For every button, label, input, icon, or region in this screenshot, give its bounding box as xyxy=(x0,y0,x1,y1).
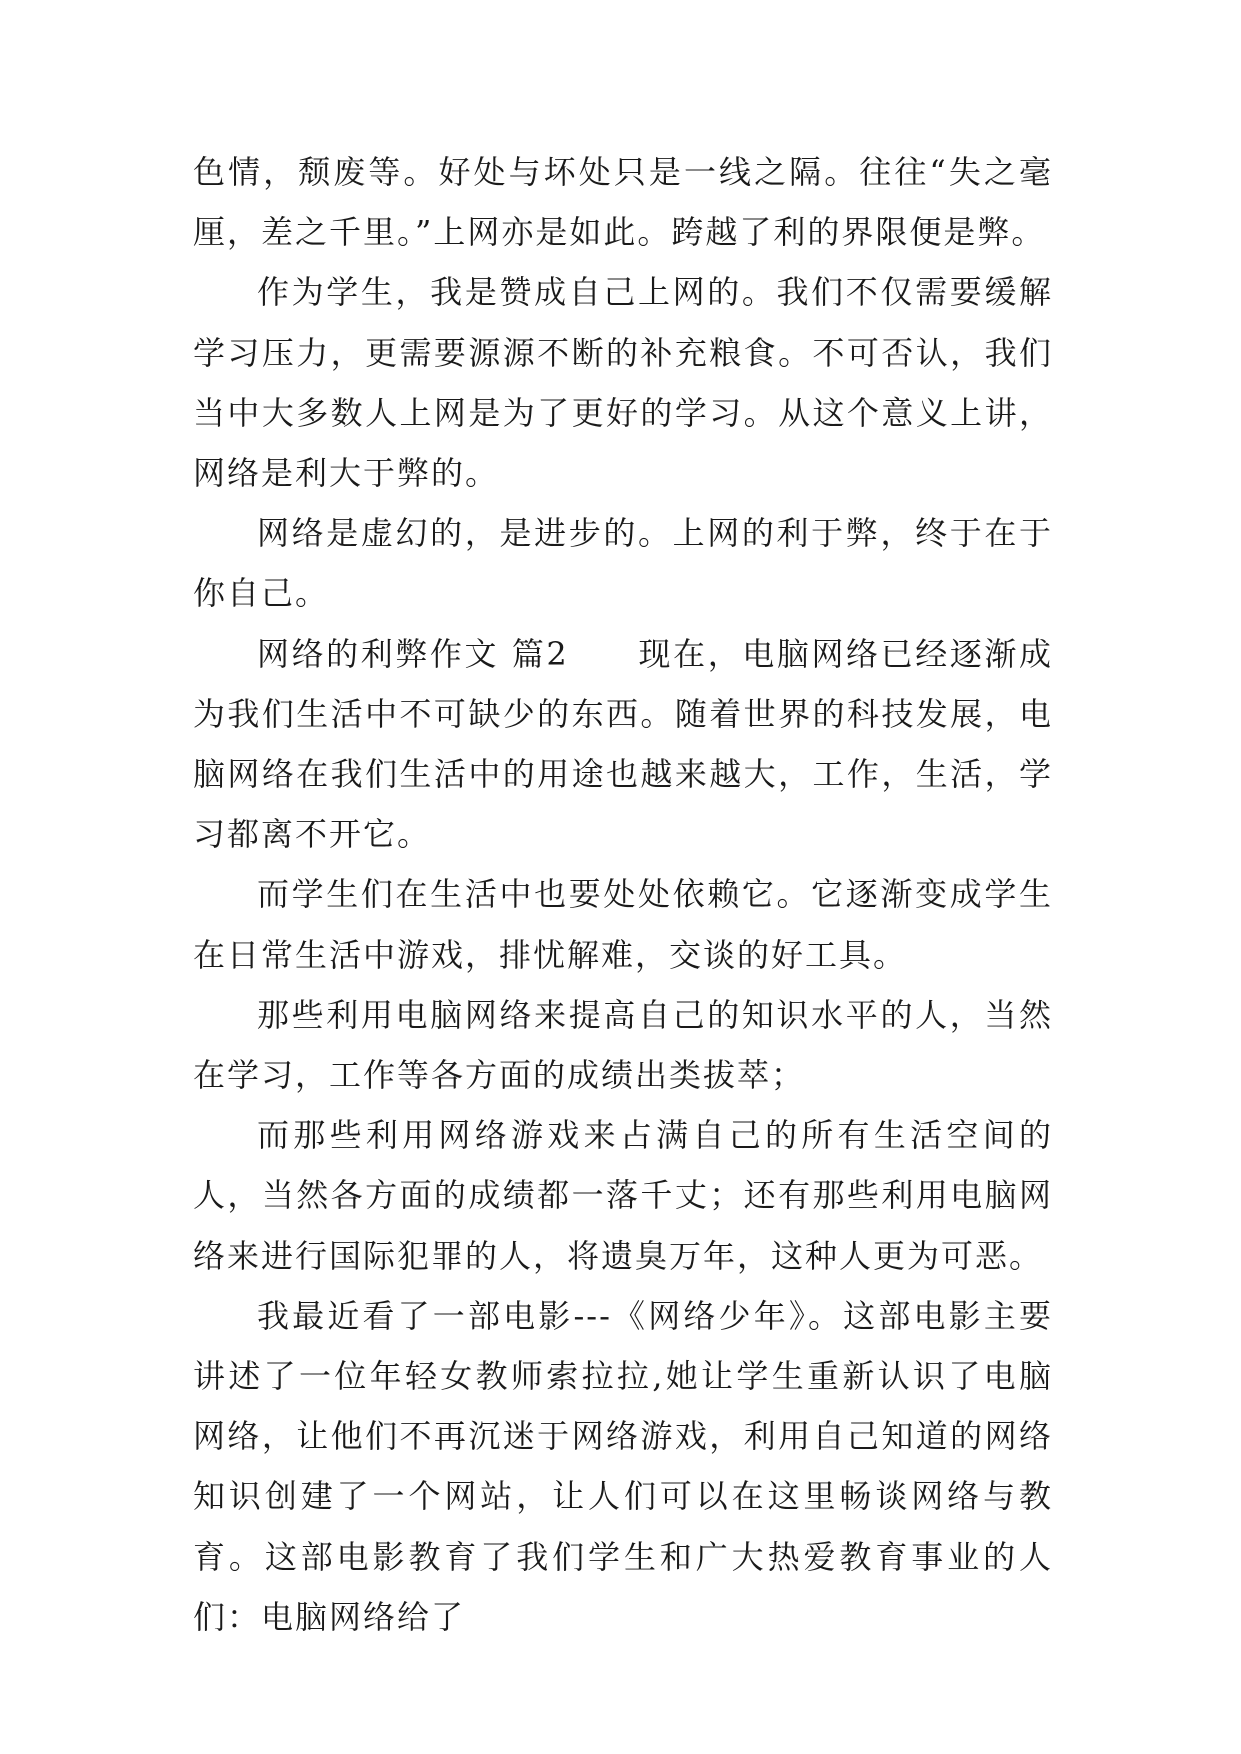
document-body xyxy=(193,142,1053,1647)
paragraph-1: 色情，颓废等。好处与坏处只是一线之隔。往往“失之毫厘，差之千里。”上网亦是如此。跨越了利的界限便是弊。 xyxy=(193,153,1053,252)
paragraph-2: 作为学生，我是赞成自己上网的。我们不仅需要缓解学习压力，更需要源源不断的补充粮食。不可否认，我们当中大多数人上网是为了更好的学习。从这个意义上讲，网络是利大于弊的。 xyxy=(193,273,1053,493)
paragraph-6: 那些利用电脑网络来提高自己的知识水平的人，当然在学习，工作等各方面的成绩出类拔萃； xyxy=(193,995,1053,1095)
paragraph-4: 网络的利弊作文 篇2 现在，电脑网络已经逐渐成为我们生活中不可缺少的东西。随着世界的科技发展，电脑网络在我们生活中的用途也越来越大，工作，生活，学习都离不开它。 xyxy=(193,634,1053,854)
paragraph-8: 我最近看了一部电影---《网络少年》。这部电影主要讲述了一位年轻女教师索拉拉,她让学生重新认识了电脑网络，让他们不再沉迷于网络游戏，利用自己知道的网络知识创建了一个网站，让人们可以在这里畅谈网络与教育。这部电影教育了我们学生和广大热爱教育事业的人们：电脑网络给了 xyxy=(193,1296,1053,1636)
paragraph-7: 而那些利用网络游戏来占满自己的所有生活空间的人，当然各方面的成绩都一落千丈；还有那些利用电脑网络来进行国际犯罪的人，将遗臭万年，这种人更为可恶。 xyxy=(193,1116,1053,1275)
paragraph-3: 网络是虚幻的，是进步的。上网的利于弊，终于在于你自己。 xyxy=(193,514,1053,613)
paragraph-5: 而学生们在生活中也要处处依赖它。它逐渐变成学生在日常生活中游戏，排忧解难，交谈的好工具。 xyxy=(193,875,1053,974)
